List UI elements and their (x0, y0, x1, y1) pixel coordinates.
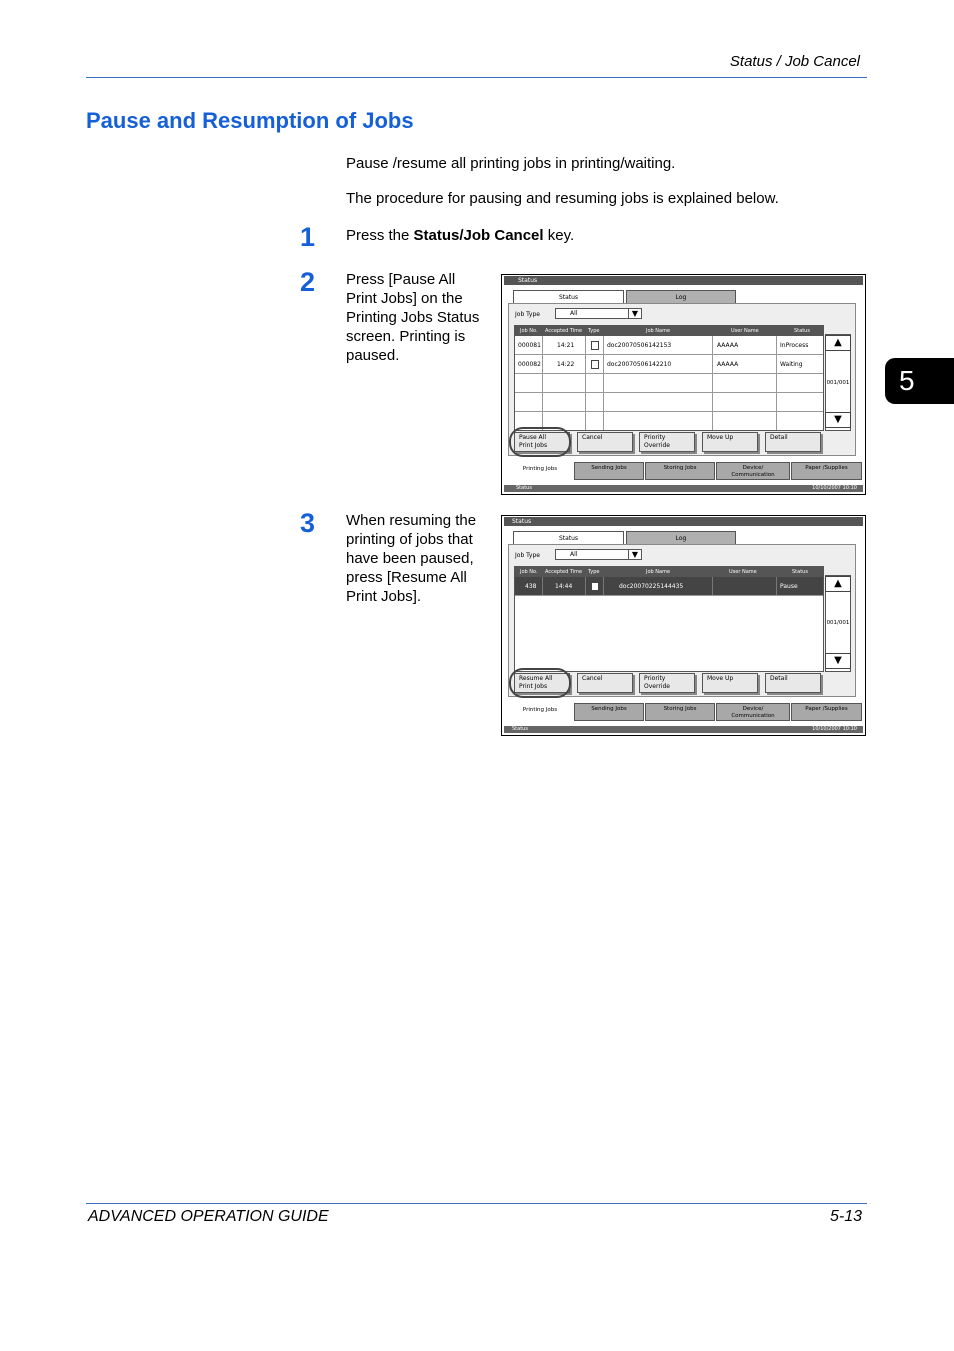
col-accepted-time: Accepted Time (545, 328, 583, 334)
move-up-button[interactable]: Move Up (702, 432, 758, 452)
job-table (514, 325, 824, 431)
step-3-line: have been paused, (346, 550, 474, 567)
table-header (515, 326, 823, 336)
chapter-tab: 5 (885, 358, 954, 404)
job-type-label: Job Type (515, 311, 540, 318)
detail-button[interactable]: Detail (765, 432, 821, 452)
status-bar-datetime: 10/10/2007 10:10 (812, 485, 857, 491)
step-3-line: When resuming the (346, 512, 477, 529)
screen-title: Status (504, 517, 863, 526)
running-header: Status / Job Cancel (729, 53, 860, 70)
cell-time: 14:21 (557, 342, 575, 349)
detail-button[interactable]: Detail (765, 673, 821, 693)
cell-job-no: 000082 (518, 361, 541, 368)
intro-paragraph-2: The procedure for pausing and resuming jobs is explained below. (346, 190, 779, 207)
footer-page-number: 5-13 (829, 1208, 862, 1225)
tab-paper-supplies[interactable]: Paper /Supplies (791, 462, 862, 480)
step-3-line: Print Jobs]. (346, 588, 422, 605)
step-2-line: paused. (346, 347, 400, 364)
tab-sending-jobs[interactable]: Sending Jobs (574, 462, 644, 480)
print-doc-icon (591, 360, 599, 369)
tab-sending-jobs[interactable]: Sending Jobs (574, 703, 644, 721)
step-text-3 (346, 511, 476, 606)
scroll-down-button[interactable]: ▼ (825, 412, 851, 428)
bottom-tabs (504, 703, 863, 723)
step-3-line: press [Resume All (346, 569, 467, 586)
step-3-line: printing of jobs that (346, 531, 473, 548)
screen-pause-all (501, 274, 866, 495)
tab-printing-jobs[interactable]: Printing Jobs (510, 703, 570, 721)
col-status: Status (792, 569, 808, 575)
scroll-up-button[interactable]: ▲ (825, 576, 851, 592)
col-user-name: User Name (729, 569, 757, 575)
step-text-2 (346, 270, 479, 365)
priority-override-button[interactable]: Priority Override (639, 432, 695, 452)
col-user-name: User Name (731, 328, 759, 334)
screen-title: Status (504, 276, 863, 285)
cell-status: Pause (780, 583, 798, 590)
tab-status[interactable]: Status (513, 531, 624, 545)
col-divider (585, 336, 586, 430)
job-type-label: Job Type (515, 552, 540, 559)
tab-log[interactable]: Log (626, 531, 736, 545)
cancel-button[interactable]: Cancel (577, 673, 633, 693)
tab-log[interactable]: Log (626, 290, 736, 304)
col-divider (776, 577, 777, 595)
cell-job-name: doc20070225144435 (619, 583, 684, 590)
tab-device-communication[interactable]: Device/ Communication (716, 462, 790, 480)
status-bar (504, 485, 863, 492)
cell-job-name: doc20070506142210 (607, 361, 672, 368)
col-type: Type (588, 328, 600, 334)
page-indicator: 001/001 (826, 380, 850, 386)
cell-user: AAAAA (717, 342, 739, 349)
table-header (515, 567, 823, 577)
job-type-select[interactable] (555, 308, 642, 319)
col-divider (585, 577, 586, 595)
col-job-name: Job Name (646, 569, 671, 575)
col-divider (603, 336, 604, 430)
section-title: Pause and Resumption of Jobs (86, 108, 414, 133)
cell-time: 14:22 (557, 361, 575, 368)
tab-printing-jobs[interactable]: Printing Jobs (510, 462, 570, 480)
step-2-line: Print Jobs] on the (346, 290, 463, 307)
job-type-value: All (570, 310, 578, 317)
print-doc-icon (591, 582, 599, 591)
print-doc-icon (591, 341, 599, 350)
footer-rule (86, 1203, 867, 1204)
col-divider (542, 336, 543, 430)
cell-job-no: 000081 (518, 342, 541, 349)
header-rule (86, 77, 867, 78)
cell-job-no: 438 (525, 583, 537, 590)
cell-status: Waiting (780, 361, 803, 368)
dropdown-arrow-icon: ▼ (628, 550, 641, 559)
status-bar (504, 726, 863, 733)
cell-status: InProcess (780, 342, 809, 349)
step-number-2: 2 (300, 267, 316, 297)
scroll-down-button[interactable]: ▼ (825, 653, 851, 669)
intro-paragraph-1: Pause /resume all printing jobs in printing/waiting. (346, 155, 676, 172)
col-accepted-time: Accepted Time (545, 569, 583, 575)
status-bar-label: Status (516, 485, 532, 491)
job-table (514, 566, 824, 672)
highlight-circle (509, 427, 571, 457)
cell-user: AAAAA (717, 361, 739, 368)
priority-override-button[interactable]: Priority Override (639, 673, 695, 693)
scroll-up-button[interactable]: ▲ (825, 335, 851, 351)
step-2-line: screen. Printing is (346, 328, 466, 345)
col-divider (712, 336, 713, 430)
resume-all-print-jobs-button[interactable]: Resume All Print Jobs (514, 673, 570, 693)
move-up-button[interactable]: Move Up (702, 673, 758, 693)
col-job-no: Job No. (520, 328, 538, 334)
step-1-post: key. (543, 227, 575, 244)
col-divider (712, 577, 713, 595)
col-divider (603, 577, 604, 595)
cell-job-name: doc20070506142153 (607, 342, 672, 349)
status-bar-label: Status (512, 726, 528, 732)
job-type-value: All (570, 551, 578, 558)
col-divider (542, 577, 543, 595)
status-bar-datetime: 10/10/2007 10:10 (812, 726, 857, 732)
tab-paper-supplies[interactable]: Paper /Supplies (791, 703, 862, 721)
step-text-1 (346, 226, 574, 245)
step-number-3: 3 (300, 508, 316, 538)
col-status: Status (794, 328, 810, 334)
col-type: Type (588, 569, 600, 575)
step-2-line: Printing Jobs Status (346, 309, 480, 326)
step-1-key: Status/Job Cancel (413, 227, 544, 244)
dropdown-arrow-icon: ▼ (628, 309, 641, 318)
step-2-line: Press [Pause All (346, 271, 456, 288)
tab-storing-jobs[interactable]: Storing Jobs (645, 703, 715, 721)
cell-time: 14:44 (555, 583, 573, 590)
job-type-select[interactable] (555, 549, 642, 560)
bottom-tabs (504, 462, 863, 482)
status-panel (508, 303, 856, 456)
col-divider (776, 336, 777, 430)
cancel-button[interactable]: Cancel (577, 432, 633, 452)
pause-all-print-jobs-button[interactable]: Pause All Print Jobs (514, 432, 570, 452)
highlight-circle (509, 668, 571, 698)
tab-device-communication[interactable]: Device/ Communication (716, 703, 790, 721)
footer-guide-title: ADVANCED OPERATION GUIDE (88, 1208, 329, 1225)
status-panel (508, 544, 856, 697)
col-job-no: Job No. (520, 569, 538, 575)
tab-storing-jobs[interactable]: Storing Jobs (645, 462, 715, 480)
screen-resume-all (501, 515, 866, 736)
tab-status[interactable]: Status (513, 290, 624, 304)
step-number-1: 1 (300, 222, 316, 252)
col-job-name: Job Name (646, 328, 671, 334)
page-indicator: 001/001 (826, 620, 850, 626)
step-1-pre: Press the (346, 227, 414, 244)
